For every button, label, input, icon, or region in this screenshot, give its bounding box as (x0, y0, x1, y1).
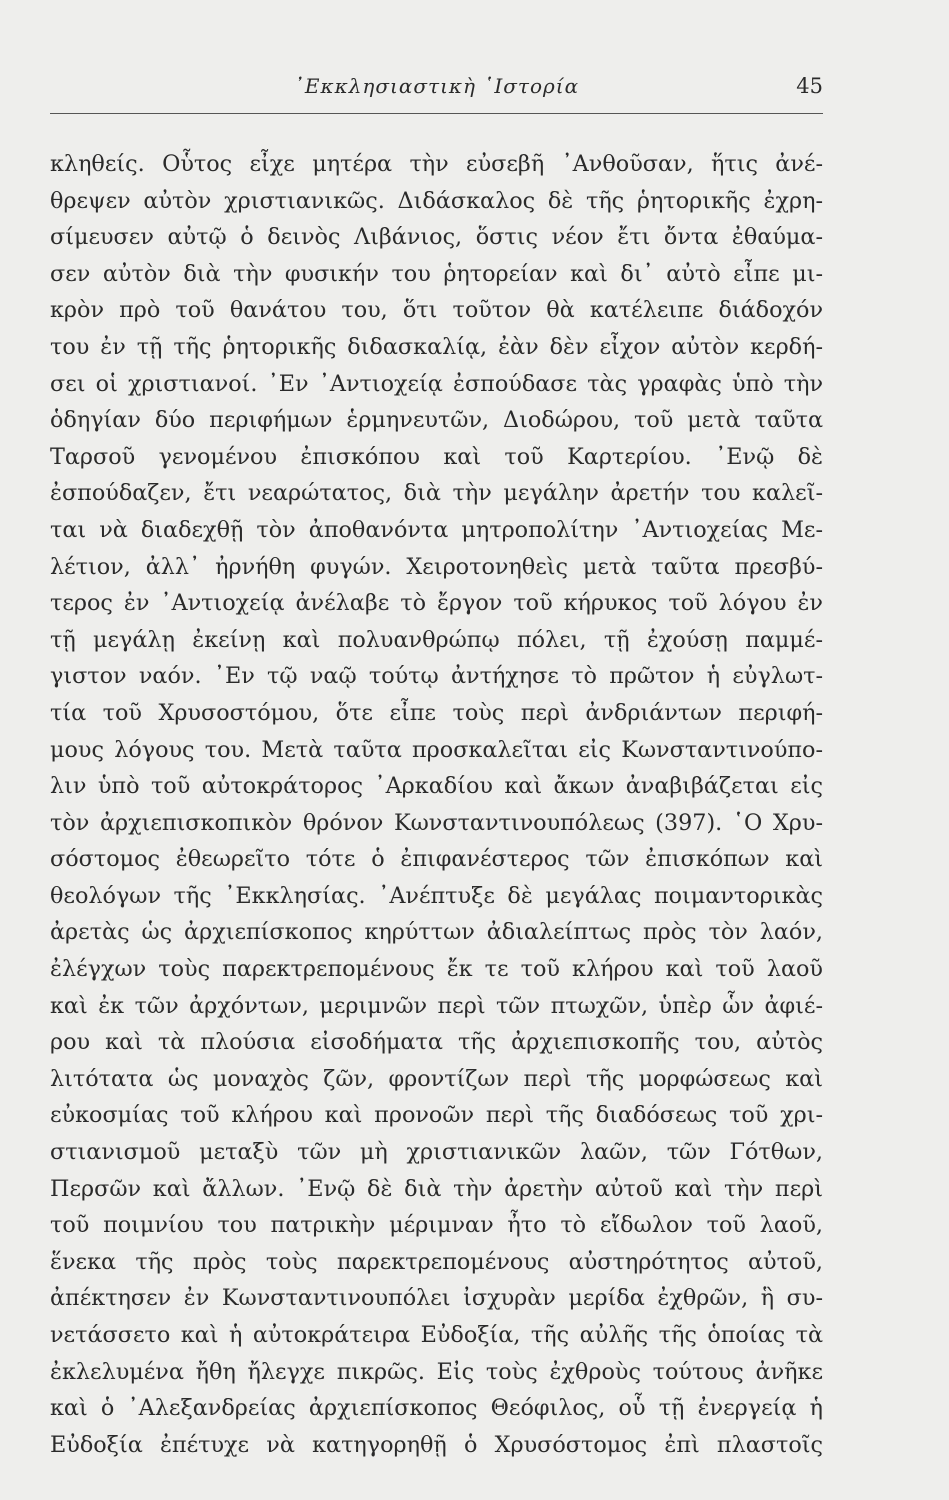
text-line: κληθείς. Οὗτος εἶχε μητέρα τὴν εὐσεβῆ ᾿Ανθοῦσαν, ἥτις ἀνέ- (50, 151, 823, 177)
text-line: λέτιον, ἀλλ᾿ ἠρνήθη φυγών. Χειροτονηθεὶς μετὰ ταῦτα πρεσβύ- (50, 553, 823, 580)
text-line: ται νὰ διαδεχθῇ τὸν ἀποθανόντα μητροπολίτην ᾿Αντιοχείας Με- (50, 516, 823, 543)
header-rule (50, 113, 823, 114)
text-line: ἀπέκτησεν ἐν Κωνσταντινουπόλει ἰσχυρὰν μερίδα ἐχθρῶν, ἣ συ- (50, 1285, 823, 1312)
text-line: σει οἱ χριστιανοί. ᾿Εν ᾿Αντιοχείᾳ ἐσπούδασε τὰς γραφὰς ὑπὸ τὴν (50, 370, 823, 397)
text-line: στιανισμοῦ μεταξὺ τῶν μὴ χριστιανικῶν λαῶν, τῶν Γότθων, (50, 1139, 823, 1166)
text-line: ἐκλελυμένα ἤθη ἤλεγχε πικρῶς. Εἰς τοὺς ἐχθροὺς τούτους ἀνῆκε (50, 1358, 823, 1385)
text-line: καὶ ἐκ τῶν ἀρχόντων, μεριμνῶν περὶ τῶν πτωχῶν, ὑπὲρ ὧν ἀφιέ- (50, 992, 823, 1019)
text-line: ρου καὶ τὰ πλούσια εἰσοδήματα τῆς ἀρχιεπισκοπῆς του, αὐτὸς (50, 1029, 823, 1056)
text-line: θρεψεν αὐτὸν χριστιανικῶς. Διδάσκαλος δὲ τῆς ῥητορικῆς ἐχρη- (50, 187, 823, 214)
text-line: Ταρσοῦ γενομένου ἐπισκόπου καὶ τοῦ Καρτερίου. ᾿Ενῷ δὲ (50, 443, 823, 470)
text-line: εὐκοσμίας τοῦ κλήρου καὶ προνοῶν περὶ τῆς διαδόσεως τοῦ χρι- (50, 1102, 823, 1129)
text-line: λιν ὑπὸ τοῦ αὐτοκράτορος ᾿Αρκαδίου καὶ ἄκων ἀναβιβάζεται εἰς (50, 773, 823, 800)
text-line: τοῦ ποιμνίου του πατρικὴν μέριμναν ἦτο τὸ εἴδωλον τοῦ λαοῦ, (50, 1212, 823, 1239)
text-line: θεολόγων τῆς ᾿Εκκλησίας. ᾿Ανέπτυξε δὲ μεγάλας ποιμαντορικὰς (50, 882, 823, 909)
running-head (50, 74, 823, 108)
text-line: τία τοῦ Χρυσοστόμου, ὅτε εἶπε τοὺς περὶ ἀνδριάντων περιφή- (50, 699, 823, 726)
text-line: ἕνεκα τῆς πρὸς τοὺς παρεκτρεπομένους αὐστηρότητος αὐτοῦ, (50, 1248, 823, 1275)
page-number: 45 (796, 74, 823, 98)
text-line: μους λόγους του. Μετὰ ταῦτα προσκαλεῖται εἰς Κωνσταντινούπο- (50, 736, 823, 763)
text-line: κρὸν πρὸ τοῦ θανάτου του, ὅτι τοῦτον θὰ κατέλειπε διάδοχόν (50, 297, 823, 324)
text-line: σεν αὐτὸν διὰ τὴν φυσικήν του ῥητορείαν καὶ δι᾿ αὐτὸ εἶπε μι- (50, 260, 823, 287)
text-line: τὸν ἀρχιεπισκοπικὸν θρόνον Κωνσταντινουπόλεως (397). ῾Ο Χρυ- (50, 809, 823, 836)
text-line: ὁδηγίαν δύο περιφήμων ἑρμηνευτῶν, Διοδώρου, τοῦ μετὰ ταῦτα (50, 407, 823, 434)
text-line: τῇ μεγάλῃ ἐκείνῃ καὶ πολυανθρώπῳ πόλει, τῇ ἐχούσῃ παμμέ- (50, 626, 823, 653)
text-line: ἀρετὰς ὡς ἀρχιεπίσκοπος κηρύττων ἀδιαλείπτως πρὸς τὸν λαόν, (50, 919, 823, 946)
text-line: γιστον ναόν. ᾿Εν τῷ ναῷ τούτῳ ἀντήχησε τὸ πρῶτον ἡ εὐγλωτ- (50, 663, 823, 690)
text-line: ἐσπούδαζεν, ἔτι νεαρώτατος, διὰ τὴν μεγάλην ἀρετήν του καλεῖ- (50, 480, 823, 507)
text-line: σίμευσεν αὐτῷ ὁ δεινὸς Λιβάνιος, ὅστις νέον ἔτι ὄντα ἐθαύμα- (50, 224, 823, 251)
text-line: Εὐδοξία ἐπέτυχε νὰ κατηγορηθῇ ὁ Χρυσόστομος ἐπὶ πλαστοῖς (50, 1431, 823, 1458)
body-text (50, 146, 823, 1463)
running-title: ᾿Εκκλησιαστικὴ ῾Ιστορία (293, 74, 580, 98)
text-line: καὶ ὁ ᾿Αλεξανδρείας ἀρχιεπίσκοπος Θεόφιλος, οὗ τῇ ἐνεργείᾳ ἡ (50, 1395, 823, 1422)
text-line: του ἐν τῇ τῆς ῥητορικῆς διδασκαλίᾳ, ἐὰν δὲν εἶχον αὐτὸν κερδή- (50, 333, 823, 360)
text-line: νετάσσετο καὶ ἡ αὐτοκράτειρα Εὐδοξία, τῆς αὐλῆς τῆς ὁποίας τὰ (50, 1322, 823, 1348)
text-line: ἐλέγχων τοὺς παρεκτρεπομένους ἔκ τε τοῦ κλήρου καὶ τοῦ λαοῦ (50, 956, 823, 983)
text-line: Περσῶν καὶ ἄλλων. ᾿Ενῷ δὲ διὰ τὴν ἀρετὴν αὐτοῦ καὶ τὴν περὶ (50, 1175, 823, 1202)
text-line: τερος ἐν ᾿Αντιοχείᾳ ἀνέλαβε τὸ ἔργον τοῦ κήρυκος τοῦ λόγου ἐν (50, 590, 823, 617)
text-line: λιτότατα ὡς μοναχὸς ζῶν, φροντίζων περὶ τῆς μορφώσεως καὶ (50, 1065, 823, 1092)
text-line: σόστομος ἐθεωρεῖτο τότε ὁ ἐπιφανέστερος τῶν ἐπισκόπων καὶ (50, 846, 823, 873)
